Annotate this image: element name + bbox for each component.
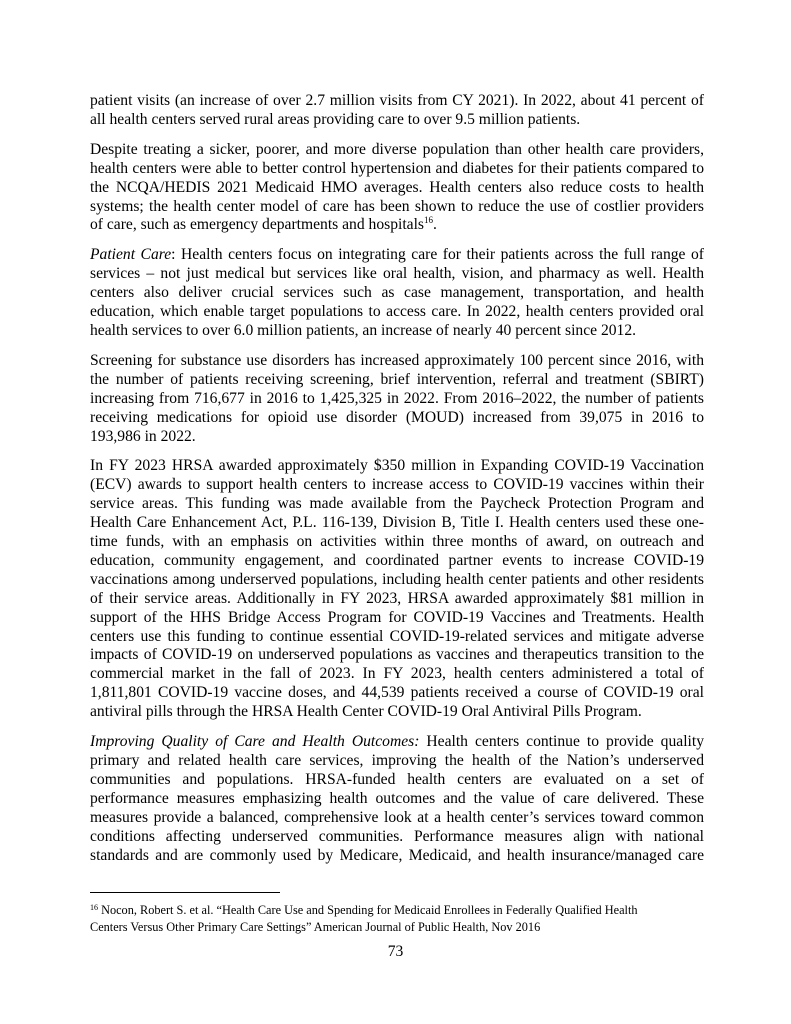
- text-line: systems; the health center model of care has been shown to reduce the use of costlier providers: [90, 197, 704, 215]
- text-line: patient visits (an increase of over 2.7 million visits from CY 2021). In 2022, about 41 percent of: [90, 92, 704, 109]
- text-span: Health centers continue to provide quality: [419, 733, 704, 751]
- text-line: measures provide a balanced, comprehensive look at a health center’s services toward common: [90, 808, 704, 826]
- text-span: of care, such as emergency departments and hospitals: [90, 216, 424, 234]
- text-line: performance measures emphasizing health outcomes and the value of care delivered. These: [90, 789, 704, 807]
- text-line: services – not just medical but services like oral health, vision, and pharmacy as well. Health: [90, 265, 704, 283]
- text-line: conditions affecting underserved communities. Performance measures align with national: [90, 827, 704, 845]
- text-line: [90, 246, 704, 265]
- text-line: support of the HHS Bridge Access Program for COVID-19 Vaccines and Treatments. Health: [90, 608, 704, 626]
- text-line: communities and populations. HRSA-funded health centers are evaluated on a set of: [90, 770, 704, 788]
- paragraph: [90, 92, 704, 130]
- paragraph: [90, 246, 704, 341]
- text-line: (ECV) awards to support health centers to increase access to COVID-19 vaccines within their: [90, 476, 704, 494]
- text-line: 1,811,801 COVID-19 vaccine doses, and 44,539 patients received a course of COVID-19 oral: [90, 684, 704, 702]
- text-line: vaccinations among underserved populations, including health center patients and other residents: [90, 570, 704, 588]
- text-span: : Health centers focus on integrating care for their patients across the full range of: [171, 246, 704, 264]
- text-line: health centers were able to better control hypertension and diabetes for their patients compared to: [90, 159, 704, 177]
- text-line: health services to over 6.0 million patients, an increase of nearly 40 percent since 2012.: [90, 321, 637, 339]
- text-line: primary and related health care services, improving the health of the Nation’s underserved: [90, 752, 704, 769]
- footnote: [90, 902, 690, 936]
- body-text: [90, 92, 704, 876]
- footnote-marker: 16: [90, 903, 98, 912]
- section-lead-in: Patient Care: [90, 246, 172, 264]
- text-span: .: [433, 216, 437, 234]
- text-line: the NCQA/HEDIS 2021 Medicaid HMO averages. Health centers also reduce costs to health: [90, 178, 704, 196]
- text-line: standards and are commonly used by Medicare, Medicaid, and health insurance/managed care: [90, 846, 704, 864]
- text-line: In FY 2023 HRSA awarded approximately $350 million in Expanding COVID-19 Vaccination: [90, 457, 704, 475]
- text-line: education, community engagement, and coordinated partner events to increase COVID-19: [90, 551, 704, 569]
- text-line: antiviral pills through the HRSA Health Center COVID-19 Oral Antiviral Pills Program.: [90, 703, 642, 721]
- paragraph: [90, 457, 704, 722]
- text-line: impacts of COVID-19 on underserved populations as vaccines and therapeutics transition to the: [90, 646, 704, 664]
- paragraph: [90, 733, 704, 865]
- text-line: commercial market in the fall of 2023. In FY 2023, health centers administered a total of: [90, 665, 704, 683]
- text-line: increasing from 716,677 in 2016 to 1,425,325 in 2022. From 2016–2022, the number of patients: [90, 389, 704, 407]
- text-line: all health centers served rural areas providing care to over 9.5 million patients.: [90, 110, 581, 128]
- text-line: centers also deliver crucial services such as case management, transportation, and health: [90, 284, 704, 302]
- text-line: Screening for substance use disorders has increased approximately 100 percent since 2016, with: [90, 351, 704, 369]
- text-line: education, which enable target populations to access care. In 2022, health centers provided oral: [90, 303, 704, 321]
- text-line: 193,986 in 2022.: [90, 427, 196, 445]
- footnote-reference: 16: [424, 215, 433, 226]
- text-line: [90, 733, 704, 752]
- text-line: centers use this funding to continue essential COVID-19-related services and mitigate adverse: [90, 627, 704, 645]
- page-number: 73: [387, 943, 404, 960]
- text-line: Despite treating a sicker, poorer, and more diverse population than other health care providers,: [90, 140, 704, 158]
- text-line: [90, 216, 704, 235]
- text-line: service areas. This funding was made available from the Paycheck Protection Program and: [90, 495, 704, 513]
- section-lead-in: Improving Quality of Care and Health Outcomes:: [90, 733, 420, 751]
- text-line: of their service areas. Additionally in FY 2023, HRSA awarded approximately $81 million in: [90, 589, 704, 607]
- footnote-separator: [90, 892, 280, 893]
- footnote-line-1: [90, 902, 690, 919]
- text-line: receiving medications for opioid use disorder (MOUD) increased from 39,075 in 2016 to: [90, 408, 704, 426]
- text-line: time funds, with an emphasis on activities within three months of award, on outreach and: [90, 533, 704, 551]
- text-line: Health Care Enhancement Act, P.L. 116-139, Division B, Title I. Health centers used these one-: [90, 514, 704, 532]
- paragraph: [90, 141, 704, 236]
- text-line: the number of patients receiving screening, brief intervention, referral and treatment (SBIRT): [90, 370, 704, 388]
- paragraph: [90, 352, 704, 447]
- footnote-text: Nocon, Robert S. et al. “Health Care Use and Spending for Medicaid Enrollees in Federally Qualified Health: [98, 903, 638, 917]
- footnote-line-2: Centers Versus Other Primary Care Settings” American Journal of Public Health, Nov 2016: [90, 920, 541, 934]
